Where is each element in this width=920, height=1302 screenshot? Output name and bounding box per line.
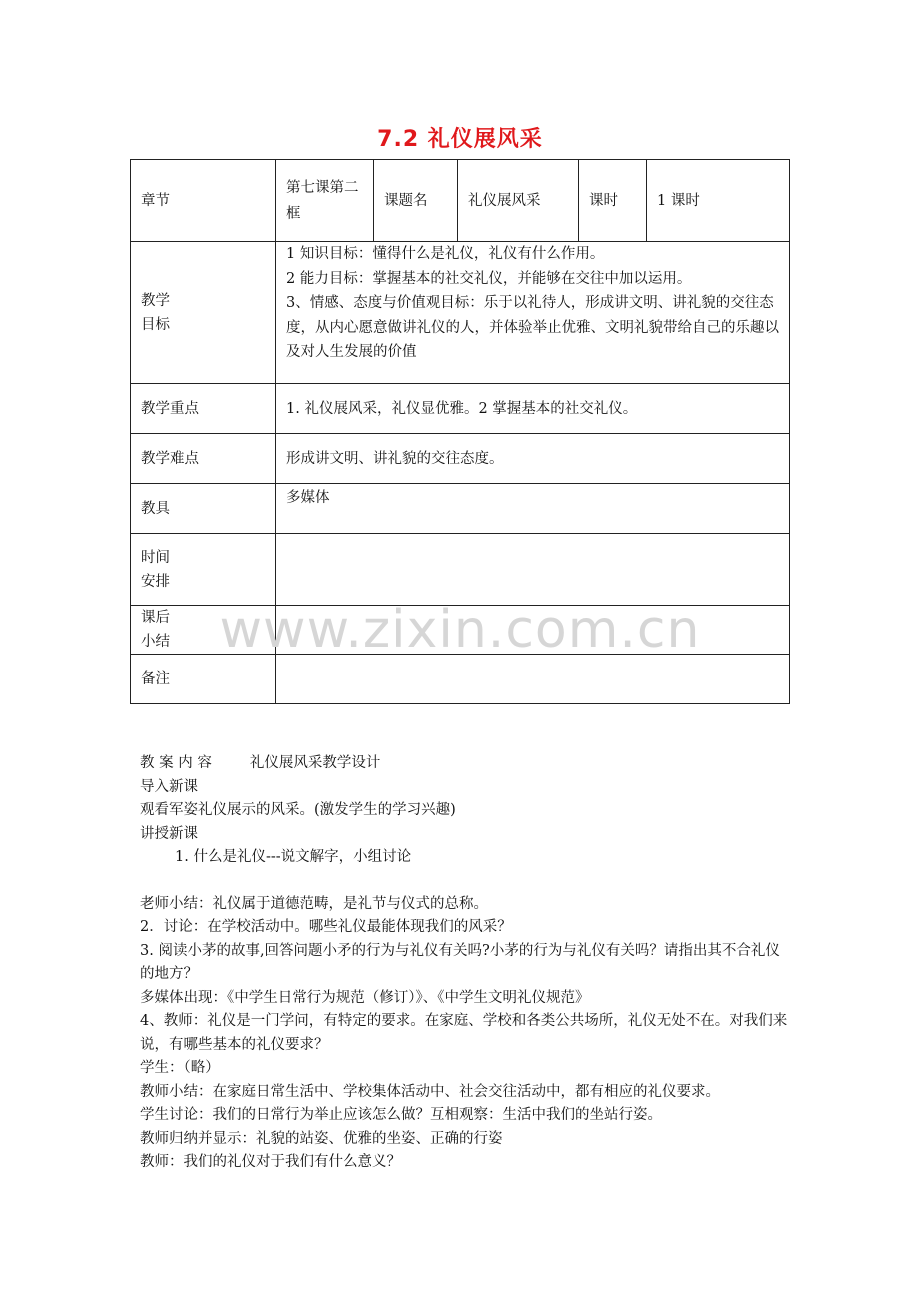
table-row — [131, 384, 790, 434]
time-label-line: 安排 — [141, 573, 170, 590]
content-line: 2．讨论：在学校活动中。哪些礼仪最能体现我们的风采？ — [140, 919, 512, 935]
topic-label: 课题名 — [374, 160, 458, 242]
table-row — [131, 606, 790, 655]
summary-label — [131, 606, 276, 655]
content-line: 讲授新课 — [140, 825, 198, 842]
period-label: 课时 — [579, 160, 647, 242]
lesson-info-table — [130, 159, 790, 704]
tools-value: 多媒体 — [276, 484, 790, 534]
content-line: 教师归纳并显示：礼貌的站姿、优雅的坐姿、正确的行姿 — [140, 1130, 503, 1147]
content-heading — [140, 752, 790, 776]
content-item: 1. 什么是礼仪---说文解字，小组讨论 — [175, 849, 412, 865]
topic-value: 礼仪展风采 — [458, 160, 579, 242]
content-line: 学生：（略） — [140, 1060, 220, 1076]
time-value — [276, 534, 790, 606]
content-heading-label: 教 案 内 容 — [140, 755, 212, 771]
summary-label-line: 小结 — [141, 634, 170, 650]
content-line: 多媒体出现：《中学生日常行为规范（修订）》、《中学生文明礼仪规范》 — [140, 989, 590, 1006]
difficulty-value: 形成讲文明、讲礼貌的交往态度。 — [276, 434, 790, 484]
summary-value — [276, 606, 790, 655]
key-points-value: 1. 礼仪展风采，礼仪显优雅。2 掌握基本的社交礼仪。 — [276, 384, 790, 434]
content-line: 学生讨论：我们的日常行为举止应该怎么做？互相观察：生活中我们的坐站行姿。 — [140, 1107, 662, 1123]
objective-item: 3、情感、态度与价值观目标：乐于以礼待人，形成讲文明、讲礼貌的交往态度，从内心愿意做讲礼仪的人，并体验举止优雅、文明礼貌带给自己的乐趣以及对人生发展的价值 — [286, 295, 779, 360]
content-line: 老师小结：礼仪属于道德范畴，是礼节与仪式的总称。 — [140, 895, 488, 912]
table-row — [131, 242, 790, 384]
objective-item: 1 知识目标：懂得什么是礼仪，礼仪有什么作用。 — [286, 246, 605, 262]
notes-value — [276, 655, 790, 704]
time-label — [131, 534, 276, 606]
notes-label: 备注 — [131, 655, 276, 704]
objectives-value — [276, 242, 790, 384]
chapter-value: 第七课第二框 — [276, 160, 374, 242]
content-line: 导入新课 — [140, 778, 198, 795]
content-line: 4、教师：礼仪是一门学问，有特定的要求。在家庭、学校和各类公共场所，礼仪无处不在。对我们来说，有哪些基本的礼仪要求？ — [140, 1013, 788, 1053]
difficulty-label: 教学难点 — [131, 434, 276, 484]
objectives-label-line: 教学 — [141, 292, 170, 309]
time-label-line: 时间 — [141, 549, 170, 566]
chapter-label: 章节 — [131, 160, 276, 242]
tools-label: 教具 — [131, 484, 276, 534]
content-line: 观看军姿礼仪展示的风采。(激发学生的学习兴趣) — [140, 802, 456, 818]
content-line: 3. 阅读小茅的故事,回答问题小矛的行为与礼仪有关吗?小茅的行为与礼仪有关吗？请指出其不合礼仪的地方？ — [140, 942, 780, 982]
table-row — [131, 655, 790, 704]
table-row — [131, 534, 790, 606]
objectives-label — [131, 242, 276, 384]
content-line: 教师：我们的礼仪对于我们有什么意义？ — [140, 1154, 401, 1170]
watermark: www.zixin.com.cn — [219, 600, 701, 660]
period-value: 1 课时 — [647, 160, 790, 242]
key-points-label: 教学重点 — [131, 384, 276, 434]
table-row — [131, 434, 790, 484]
objectives-label-line: 目标 — [141, 316, 170, 333]
table-row — [131, 484, 790, 534]
content-line: 教师小结：在家庭日常生活中、学校集体活动中、社会交往活动中，都有相应的礼仪要求。 — [140, 1083, 720, 1100]
table-row — [131, 160, 790, 242]
page-title: 7.2 礼仪展风采 — [377, 127, 543, 152]
summary-label-line: 课后 — [141, 610, 170, 626]
objective-item: 2 能力目标：掌握基本的社交礼仪，并能够在交往中加以运用。 — [286, 270, 692, 287]
lesson-content — [140, 752, 790, 1175]
content-heading-value: 礼仪展风采教学设计 — [249, 755, 381, 771]
